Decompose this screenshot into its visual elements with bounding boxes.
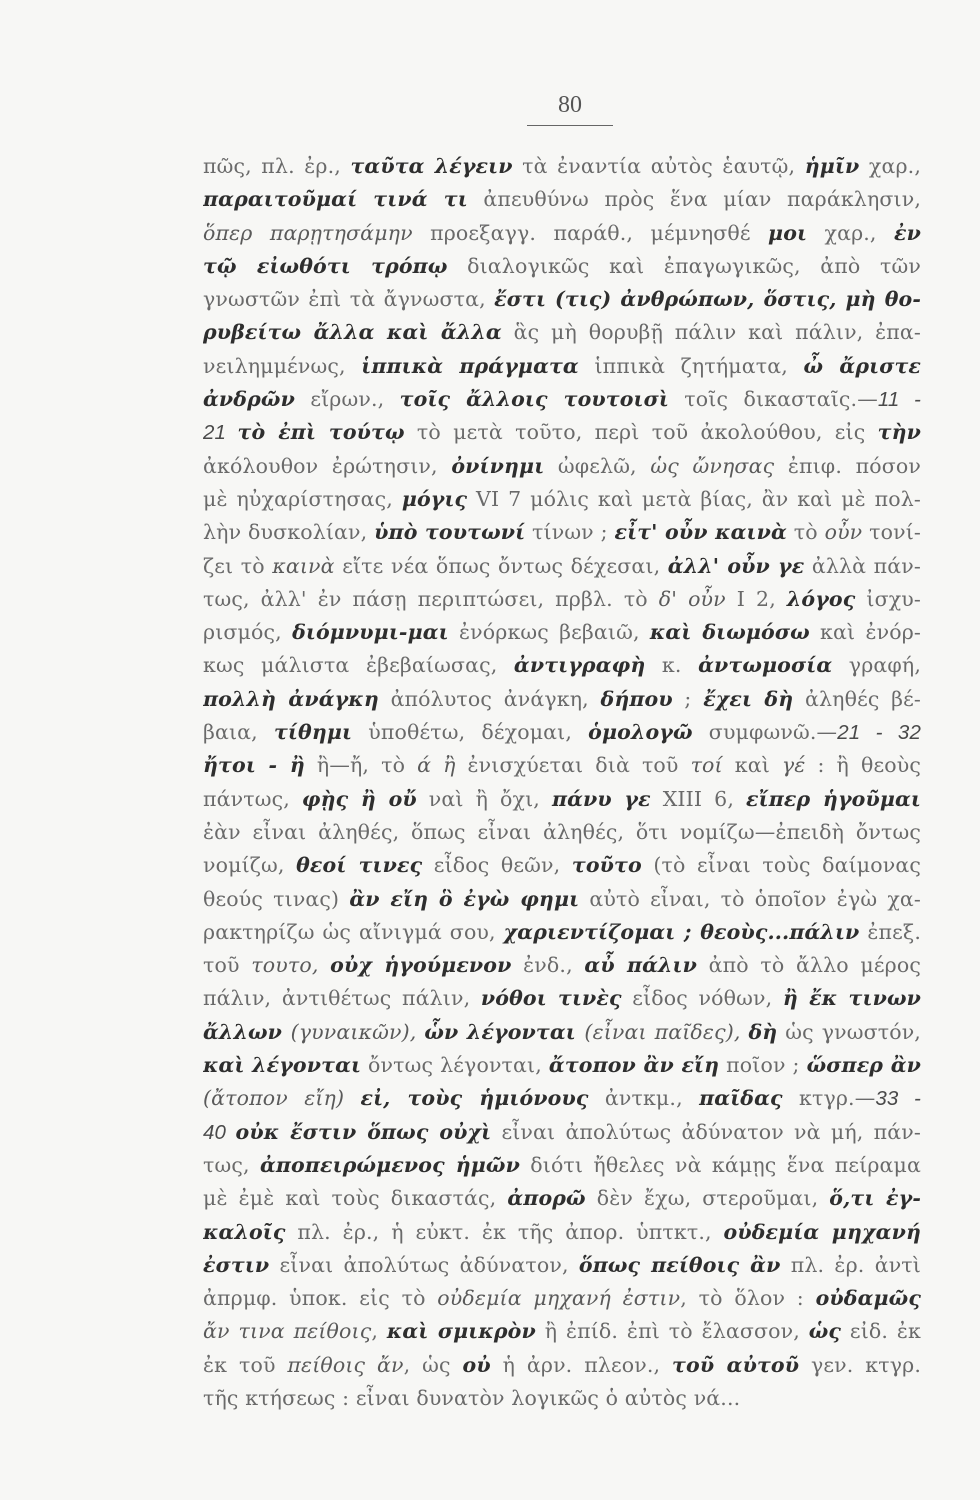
text-line [203, 883, 921, 916]
page-number: 80 [558, 92, 582, 118]
lemma-text: ἀποπειρώμενος ἡμῶν [259, 1152, 520, 1177]
lemma-text: πολλὴ ἀνάγκη [203, 686, 379, 711]
gloss-text: ἀπευθύνω πρὸς ἕνα μίαν παράκλησιν, [467, 187, 921, 212]
gloss-text: ά ἢ [417, 753, 456, 778]
gloss-text: ἀντκμ., [588, 1086, 700, 1111]
gloss-text: τως, [203, 1152, 260, 1177]
gloss-text: I 2, [725, 586, 787, 611]
text-line [203, 1082, 921, 1115]
gloss-text: πῶς, πλ. ἐρ., [203, 154, 351, 178]
gloss-text: οὐδεμία μηχανή ἐστιν [437, 1286, 681, 1311]
gloss-text: τως, ἀλλ' ἐν πάσῃ περιπτώσει, πρβλ. τὸ [203, 586, 659, 611]
gloss-text: διότι ἤθελες νὰ κάμῃς ἕνα πείραμα [519, 1152, 921, 1177]
gloss-text: συμφωνῶ.— [692, 720, 838, 745]
gloss-text: προεξαγγ. παράθ., μέμνησθέ [412, 220, 769, 245]
lemma-text: ἤτοι - ἢ [203, 753, 305, 778]
lemma-text: ὑπὸ τουτωνί [374, 520, 526, 545]
text-line [203, 683, 921, 716]
gloss-text: αὐτὸ εἶναι, τὸ ὁποῖον ἐγὼ χα- [579, 886, 921, 911]
lemma-text: τίθημι [273, 720, 353, 745]
gloss-text: πλ. ἐρ. ἀντὶ [780, 1252, 921, 1277]
text-line [203, 1182, 921, 1215]
gloss-text: ὄντως λέγονται, [361, 1053, 549, 1078]
lemma-text: ἐστιν [203, 1252, 270, 1277]
lemma-text: ἀπορῶ [507, 1186, 586, 1211]
gloss-text: δ' οὖν [658, 586, 726, 611]
gloss-text: ἐκ τοῦ [203, 1352, 288, 1377]
line-reference: 11 - [877, 388, 921, 412]
text-line [203, 982, 921, 1015]
text-line [203, 949, 921, 982]
lemma-text: ἡμῖν [804, 154, 860, 178]
gloss-text: ποῖον ; [719, 1053, 807, 1078]
lemma-text: ὀνίνημι [451, 453, 545, 478]
text-line [203, 150, 921, 183]
lemma-text: ἐν [894, 220, 921, 245]
text-line [203, 716, 921, 749]
text-line [203, 217, 921, 250]
lemma-text: οὐκ ἔστιν ὅπως οὐχὶ [235, 1119, 492, 1144]
lemma-text: οὐ [462, 1352, 491, 1377]
gloss-text: ἱππικὰ ζητήματα, [578, 353, 804, 378]
gloss-text: χαρ., [807, 220, 894, 245]
gloss-text: ἀλλὰ πάν- [804, 553, 921, 578]
gloss-text: ναὶ ἢ ὄχι, [416, 786, 552, 811]
text-line [203, 916, 921, 949]
text-line [203, 283, 921, 316]
lemma-text: νόθοι τινὲς [480, 986, 622, 1011]
gloss-text: γέ [781, 753, 806, 778]
text-line [203, 1149, 921, 1182]
gloss-text: (γυναικῶν), [290, 1019, 425, 1044]
line-reference: 21 - 32 [837, 721, 921, 745]
gloss-text: , [371, 1319, 387, 1344]
gloss-text: κ. [645, 653, 699, 678]
gloss-text: ἐνόρκως βεβαιῶ, [448, 620, 650, 645]
gloss-text: τὰ ἐναντία αὐτὸς ἑαυτῷ, [512, 154, 805, 178]
gloss-text: τὸ μετὰ τοῦτο, περὶ τοῦ ἀκολούθου, εἰς [404, 420, 878, 445]
lemma-text: χαριεντίζομαι ; θεοὺς...πάλιν [503, 919, 860, 944]
lemma-text: ἀνδρῶν [203, 387, 295, 412]
gloss-text: εἰδ. ἐκ [841, 1319, 921, 1344]
gloss-text: πάντως, [203, 786, 302, 811]
text-line [203, 849, 921, 882]
text-line [203, 183, 921, 216]
lemma-text: δὴ [748, 1019, 778, 1044]
lemma-text: καὶ λέγονται [203, 1053, 362, 1078]
gloss-text: πλ. ἐρ., ἡ εὐκτ. ἐκ τῆς ἀπορ. ὑπτκτ., [285, 1219, 724, 1244]
gloss-text: πάλιν, ἀντιθέτως πάλιν, [203, 986, 481, 1011]
gloss-text: πείθοις ἄν [287, 1352, 404, 1377]
text-line [203, 816, 921, 849]
gloss-text: ἢ—ἤ, τὸ [304, 753, 418, 778]
text-line [203, 1249, 921, 1282]
line-reference: 33 - [875, 1087, 921, 1111]
lemma-text: εἰ, τοὺς ἡμιόνους [360, 1086, 589, 1111]
gloss-text: χαρ., [859, 154, 921, 178]
gloss-text: ἐπεξ. [859, 919, 921, 944]
lemma-text: ὥσπερ ἂν [806, 1053, 921, 1078]
gloss-text: ὅπερ παρῃτησάμην [203, 220, 413, 245]
gloss-text: ρακτηρίζω ὡς αἴνιγμά σου, [203, 919, 504, 944]
lemma-text: εἴπερ ἡγοῦμαι [746, 786, 921, 811]
text-line [203, 1282, 921, 1315]
lemma-text: παραιτοῦμαί τινά τι [203, 187, 468, 212]
lemma-text: πάνυ γε [551, 786, 651, 811]
lemma-text: μοι [768, 220, 808, 245]
lemma-text: ἔστι (τις) ἀνθρώπων, ὅστις, μὴ θο- [494, 287, 921, 312]
line-reference: 21 [203, 421, 238, 445]
gloss-text: ἰσχυ- [855, 586, 921, 611]
text-line [203, 450, 921, 483]
gloss-text: ἐνδ., [511, 953, 585, 978]
gloss-text: μὲ ηὐχαρίστησας, [203, 486, 402, 511]
gloss-text: ἐνισχύεται διὰ τοῦ [455, 753, 691, 778]
lemma-text: ἢ ἔκ τινων [782, 986, 921, 1011]
gloss-text: ἐπιφ. πόσον [774, 453, 921, 478]
gloss-text: XIII 6, [650, 786, 747, 811]
gloss-text: τουτο, [251, 953, 331, 978]
text-line [203, 383, 921, 416]
gloss-text: εἴτε νέα ὅπως ὄντως δέχεσαι, [334, 553, 668, 578]
lemma-text: ἄλλων [203, 1019, 291, 1044]
lemma-text: μόγις [401, 486, 468, 511]
lemma-text: ἔχει δὴ [703, 686, 794, 711]
gloss-text: ἀπόλυτος ἀνάγκη, [378, 686, 601, 711]
gloss-text: νομίζω, [203, 853, 297, 878]
lemma-text: εἶτ' οὖν καινὰ [614, 520, 787, 545]
lemma-text: τῷ εἰωθότι τρόπῳ [203, 253, 448, 278]
lemma-text: καλοῖς [203, 1219, 286, 1244]
gloss-text: τοῦ [203, 953, 252, 978]
gloss-text: βαια, [203, 720, 274, 745]
lemma-text: δήπου [600, 686, 673, 711]
lemma-text: ἱππικὰ πράγματα [361, 353, 579, 378]
lemma-text: τὸ ἐπὶ τούτῳ [237, 420, 405, 445]
lemma-text: καὶ διωμόσω [649, 620, 810, 645]
text-line [203, 1315, 921, 1348]
gloss-text: ρισμός, [203, 620, 293, 645]
gloss-text: , τὸ ὅλον : [680, 1286, 816, 1311]
gloss-text: εἶδος νόθων, [621, 986, 783, 1011]
gloss-text: ἀκόλουθον ἐρώτησιν, [203, 453, 452, 478]
lemma-text: διόμνυμι-μαι [292, 620, 449, 645]
gloss-text: μὲ ἐμὲ καὶ τοὺς δικαστάς, [203, 1186, 508, 1211]
text-line [203, 1349, 921, 1382]
text-line [203, 783, 921, 816]
lemma-text: οὐδεμία μηχανή [723, 1219, 921, 1244]
gloss-text: θεούς τινας) [203, 886, 350, 911]
gloss-text: καὶ ἐνόρ- [809, 620, 921, 645]
gloss-text: εἶδος θεῶν, [422, 853, 572, 878]
gloss-text: ἀπὸ τὸ ἄλλο μέρος [697, 953, 921, 978]
gloss-text: : ἢ θεοὺς [805, 753, 921, 778]
lemma-text: ὧν λέγονται [424, 1019, 585, 1044]
lemma-text: ὡς [808, 1319, 842, 1344]
gloss-text: γραφή, [832, 653, 921, 678]
gloss-text: ; [672, 686, 704, 711]
gloss-text: ὡς γνωστόν, [777, 1019, 921, 1044]
lemma-text: ὦ ἄριστε [803, 353, 921, 378]
lemma-text: ἄτοπον ἂν εἴη [548, 1053, 720, 1078]
lemma-text: παῖδας [699, 1086, 783, 1111]
gloss-text: (εἶναι παῖδες), [584, 1019, 749, 1044]
text-line [203, 550, 921, 583]
gloss-text: ἀληθές βέ- [793, 686, 921, 711]
gloss-text: ὠφελῶ, [544, 453, 651, 478]
text-line [203, 749, 921, 782]
lemma-text: καὶ σμικρὸν [386, 1319, 536, 1344]
gloss-text: ἄν τινα πείθοις [203, 1319, 372, 1344]
text-line [203, 649, 921, 682]
gloss-text: εἶναι ἀπολύτως ἀδύνατον, [269, 1252, 579, 1277]
text-line [203, 416, 921, 449]
gloss-text: VI 7 μόλις καὶ μετὰ βίας, ἂν καὶ μὲ πολ- [467, 486, 921, 511]
line-reference: 40 [203, 1120, 236, 1144]
text-line [203, 516, 921, 549]
gloss-text: γεν. κτγρ. [799, 1352, 921, 1377]
gloss-text: εἶναι ἀπολύτως ἀδύνατον νὰ μή, πάν- [491, 1119, 921, 1144]
lemma-text: οὐχ ἡγούμενον [330, 953, 512, 978]
gloss-text: ὑποθέτω, δέχομαι, [352, 720, 589, 745]
gloss-text: τοῖς δικασταῖς.— [668, 387, 878, 412]
lemma-text: ταῦτα λέγειν [350, 154, 513, 178]
text-line [203, 1382, 921, 1415]
gloss-text: καὶ [722, 753, 782, 778]
gloss-text: (ἄτοπον εἴη) [203, 1086, 361, 1111]
gloss-text: ζει τὸ [203, 553, 273, 578]
lemma-text: λόγος [786, 586, 856, 611]
gloss-text: ὡς ὤνησας [650, 453, 775, 478]
gloss-text: ἢ ἐπίδ. ἐπὶ τὸ ἔλασσον, [535, 1319, 809, 1344]
lemma-text: τοῦτο [571, 853, 642, 878]
text-line [203, 1116, 921, 1149]
gloss-text: τοί [690, 753, 723, 778]
lemma-text: ἀντωμοσία [698, 653, 833, 678]
lemma-text: ἀλλ' οὖν γε [667, 553, 805, 578]
gloss-text: , ὡς [403, 1352, 463, 1377]
gloss-text: καινὰ [272, 553, 335, 578]
gloss-text: ἀπρμφ. ὑποκ. εἰς τὸ [203, 1286, 438, 1311]
gloss-text: τῆς κτήσεως : εἶναι δυνατὸν λογικῶς ὁ αὐτὸς νά... [203, 1385, 741, 1410]
lemma-text: ὁμολογῶ [588, 720, 693, 745]
gloss-text: εἴρων., [294, 387, 400, 412]
gloss-text: τὸ [786, 520, 825, 545]
lemma-text: θεοί τινες [296, 853, 423, 878]
text-line [203, 483, 921, 516]
lemma-text: τὴν [877, 420, 921, 445]
text-line [203, 1216, 921, 1249]
lemma-text: ἀντιγραφὴ [513, 653, 646, 678]
gloss-text: νειλημμένως, [203, 353, 362, 378]
gloss-text: ἃς μὴ θορυβῇ πάλιν καὶ πάλιν, ἐπα- [501, 320, 921, 345]
lemma-text: τοῦ αὐτοῦ [672, 1352, 800, 1377]
gloss-text: οὖν [824, 520, 863, 545]
text-line [203, 1016, 921, 1049]
gloss-text: τίνων ; [525, 520, 615, 545]
lemma-text: οὐδαμῶς [815, 1286, 921, 1311]
gloss-text: ἐὰν εἶναι ἀληθές, ὅπως εἶναι ἀληθές, ὅτι νομίζω—ἐπειδὴ ὄντως [203, 819, 921, 844]
text-line [203, 350, 921, 383]
lemma-text: φῂς ἢ οὔ [301, 786, 417, 811]
gloss-text: κως μάλιστα ἐβεβαίωσας, [203, 653, 514, 678]
gloss-text: διαλογικῶς καὶ ἐπαγωγικῶς, ἀπὸ τῶν [447, 253, 921, 278]
lemma-text: ρυβείτω ἄλλα καὶ ἄλλα [203, 320, 502, 345]
gloss-text: ἡ ἀρν. πλεον., [490, 1352, 673, 1377]
gloss-text: (τὸ εἶναι τοὺς δαίμονας [641, 853, 921, 878]
gloss-text: λὴν δυσκολίαν, [203, 520, 375, 545]
page-number-rule [527, 125, 613, 126]
commentary-text [203, 150, 921, 1415]
gloss-text: τονί- [862, 520, 921, 545]
gloss-text: κτγρ.— [782, 1086, 876, 1111]
lemma-text: ὅπως πείθοις ἂν [578, 1252, 781, 1277]
gloss-text: γνωστῶν ἐπὶ τὰ ἄγνωστα, [203, 287, 495, 312]
text-line [203, 250, 921, 283]
text-line [203, 616, 921, 649]
lemma-text: αὖ πάλιν [584, 953, 697, 978]
lemma-text: ὅ,τι ἐγ- [829, 1186, 921, 1211]
text-line [203, 583, 921, 616]
text-line [203, 1049, 921, 1082]
lemma-text: ἂν εἴη ὃ ἐγὼ φημι [349, 886, 580, 911]
text-line [203, 316, 921, 349]
gloss-text: δὲν ἔχω, στεροῦμαι, [585, 1186, 830, 1211]
lemma-text: τοῖς ἄλλοις τουτοισὶ [399, 387, 669, 412]
